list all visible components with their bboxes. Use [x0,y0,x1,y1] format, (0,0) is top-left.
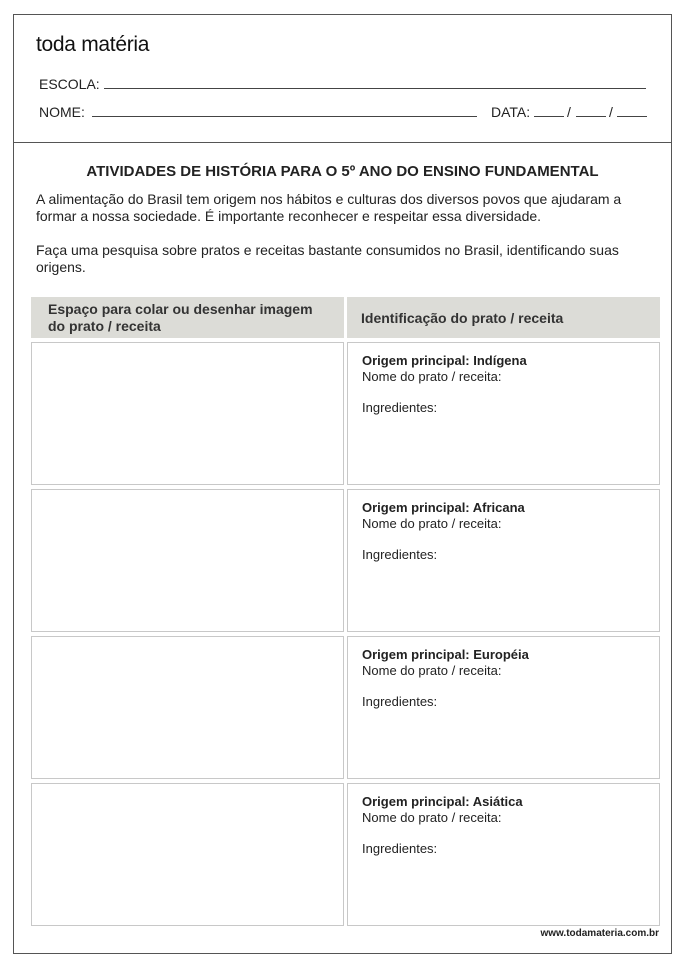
date-day-line[interactable] [534,116,564,117]
image-drawing-area-europeia[interactable] [31,636,344,779]
ingredients-label: Ingredientes: [362,694,438,709]
dish-name-label: Nome do prato / receita: [362,810,502,825]
name-label: NOME: [39,104,85,120]
footer-website: www.todamateria.com.br [540,928,659,939]
dish-name-label: Nome do prato / receita: [362,369,502,384]
origin-label: Origem principal: Européia [362,647,529,662]
intro-paragraph: A alimentação do Brasil tem origem nos hábitos e culturas dos diversos povos que ajudaram a formar a nossa sociedade. É importante reconhecer e respeitar essa diversidade. [36,191,622,224]
column-header-image: Espaço para colar ou desenhar imagem do prato / receita [31,297,344,338]
date-year-line[interactable] [617,116,647,117]
ingredients-label: Ingredientes: [362,400,438,415]
image-drawing-area-asiatica[interactable] [31,783,344,926]
identification-cell-asiatica[interactable] [347,783,660,926]
instruction-paragraph: Faça uma pesquisa sobre pratos e receitas bastante consumidos no Brasil, identificando suas origens. [36,242,619,275]
page-title: ATIVIDADES DE HISTÓRIA PARA O 5º ANO DO ENSINO FUNDAMENTAL [86,163,599,180]
name-field-line[interactable] [92,116,477,117]
worksheet-frame [13,14,672,954]
origin-label: Origem principal: Indígena [362,353,527,368]
origin-label: Origem principal: Africana [362,500,525,515]
date-month-line[interactable] [576,116,606,117]
dish-name-label: Nome do prato / receita: [362,516,502,531]
school-field-line[interactable] [104,88,646,89]
date-label: DATA: [491,104,531,120]
school-label: ESCOLA: [39,76,100,92]
identification-cell-europeia[interactable] [347,636,660,779]
brand-logo: toda matéria [36,33,150,56]
date-separator-2: / [609,104,613,120]
ingredients-label: Ingredientes: [362,547,438,562]
origin-label: Origem principal: Asiática [362,794,523,809]
image-drawing-area-indigena[interactable] [31,342,344,485]
worksheet-header [14,15,671,143]
column-header-identification: Identificação do prato / receita [347,297,660,338]
date-separator-1: / [567,104,571,120]
identification-cell-indigena[interactable] [347,342,660,485]
image-drawing-area-africana[interactable] [31,489,344,632]
ingredients-label: Ingredientes: [362,841,438,856]
identification-cell-africana[interactable] [347,489,660,632]
dish-name-label: Nome do prato / receita: [362,663,502,678]
